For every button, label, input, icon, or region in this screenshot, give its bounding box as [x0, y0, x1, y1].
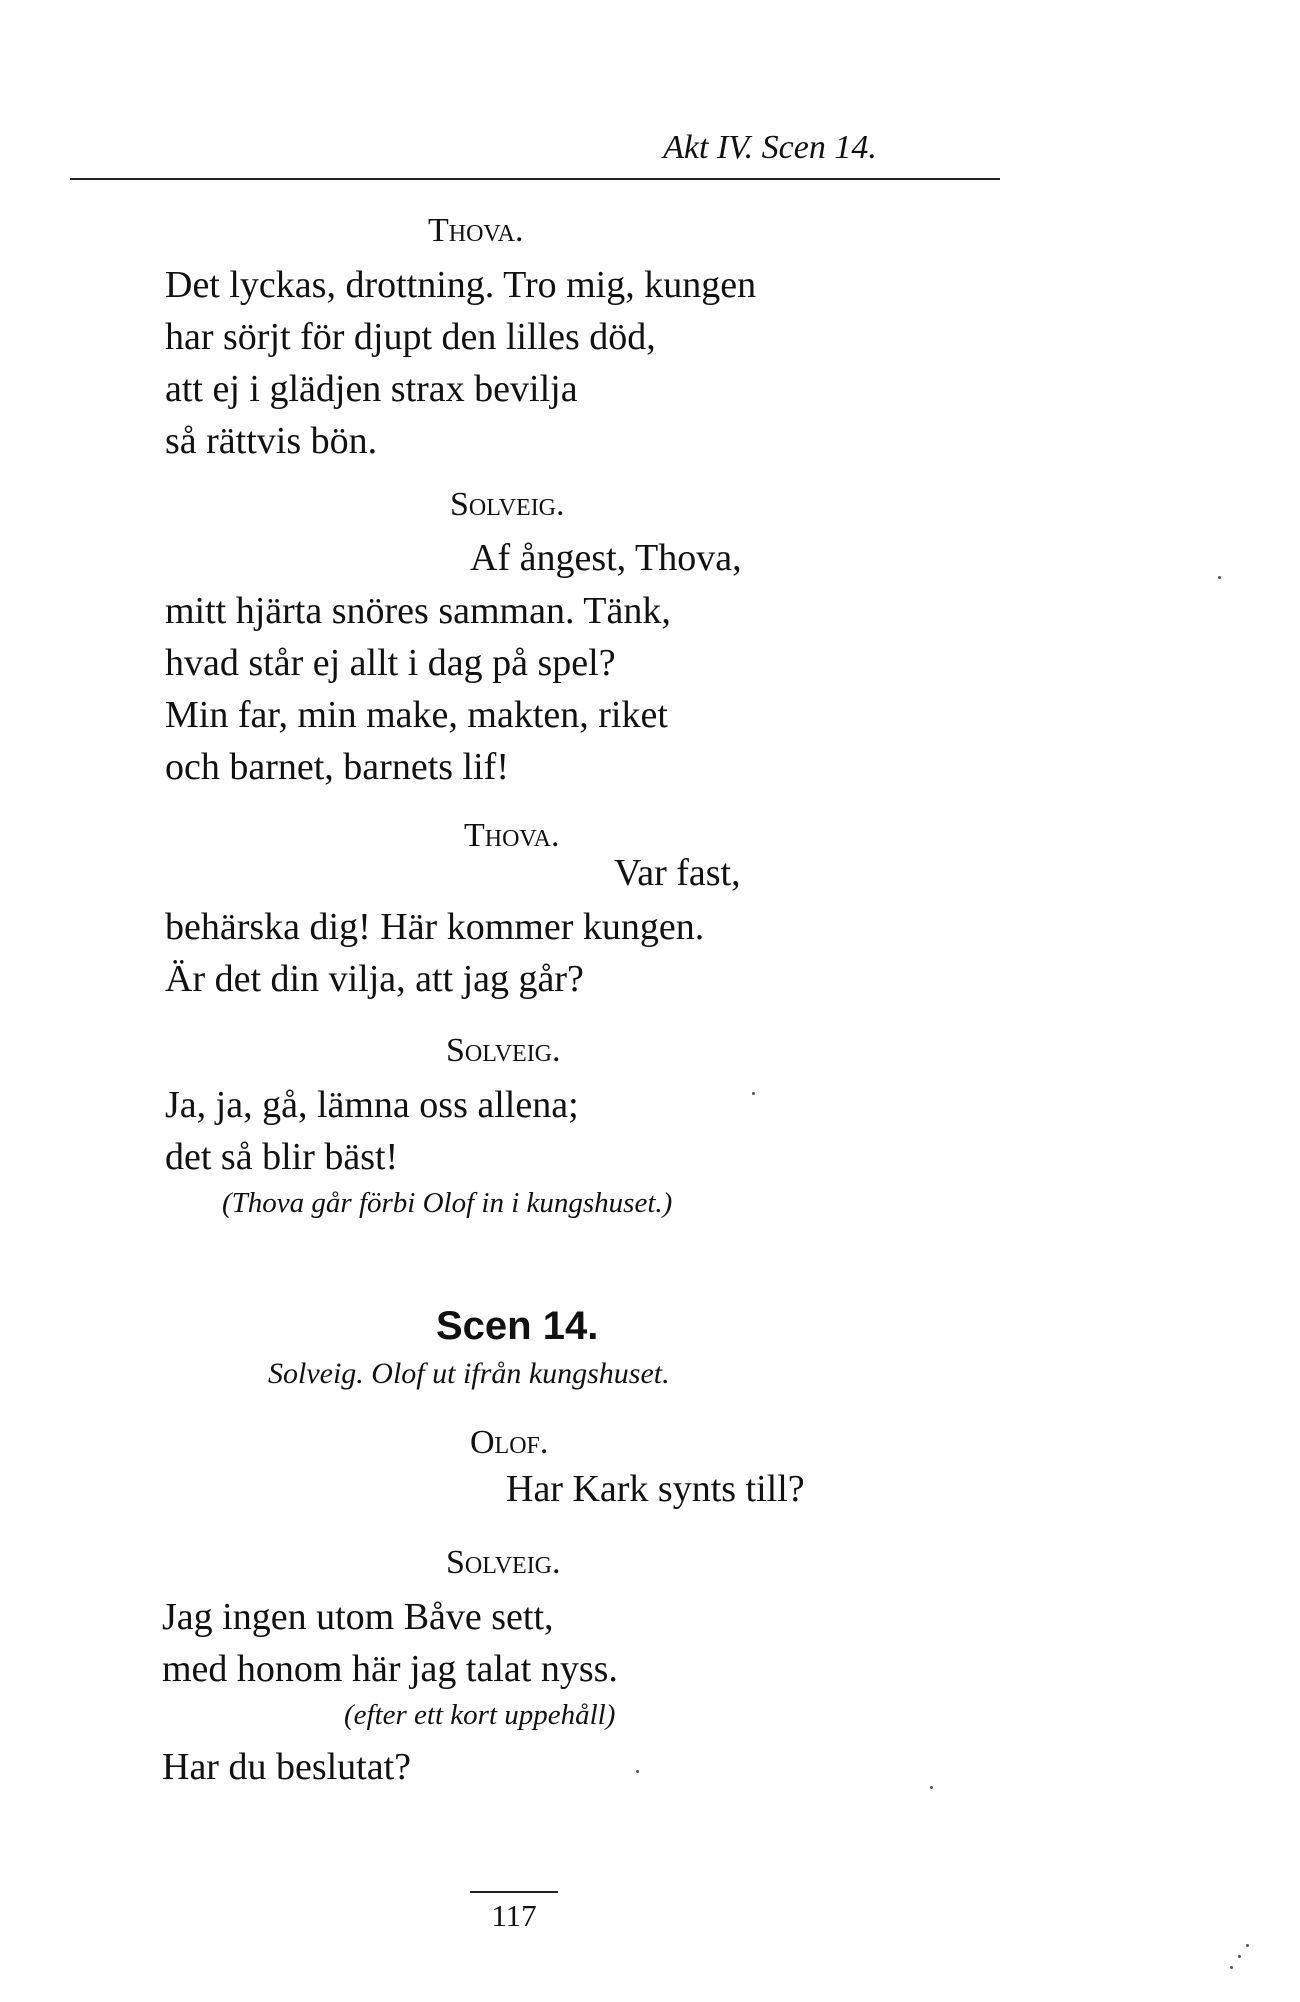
stage-direction: (efter ett kort uppehåll) — [344, 1699, 616, 1731]
scan-speck — [1246, 1944, 1249, 1947]
verse-line: Af ångest, Thova, — [470, 537, 742, 579]
speaker-name: Solveig. — [450, 486, 565, 523]
header-rule — [70, 178, 1000, 180]
scene-persons: Solveig. Olof ut ifrån kungshuset. — [268, 1357, 670, 1390]
speaker-name: Thova. — [464, 817, 560, 854]
speaker-name: Solveig. — [446, 1544, 561, 1581]
verse-line: mitt hjärta snöres samman. Tänk, — [165, 590, 671, 632]
verse-line: har sörjt för djupt den lilles död, — [165, 316, 656, 358]
scene-heading: Scen 14. — [436, 1304, 599, 1348]
scan-speck — [752, 1092, 755, 1095]
verse-line: hvad står ej allt i dag på spel? — [165, 642, 616, 684]
verse-line: behärska dig! Här kommer kungen. — [165, 906, 705, 948]
verse-line: Min far, min make, makten, riket — [165, 694, 668, 736]
scan-speck — [930, 1786, 933, 1789]
speaker-name: Solveig. — [446, 1032, 561, 1069]
verse-line: Var fast, — [614, 852, 741, 894]
stage-direction: (Thova går förbi Olof in i kungshuset.) — [222, 1187, 673, 1219]
verse-line: Ja, ja, gå, lämna oss allena; — [165, 1084, 579, 1126]
scan-speck — [636, 1770, 639, 1773]
verse-line: Det lyckas, drottning. Tro mig, kungen — [165, 264, 757, 306]
running-title: Akt IV. Scen 14. — [663, 129, 877, 166]
scan-speck — [1230, 1966, 1233, 1969]
page-number: 117 — [491, 1898, 537, 1933]
verse-line: Har Kark synts till? — [506, 1468, 805, 1510]
verse-line: och barnet, barnets lif! — [165, 746, 509, 788]
scan-speck — [1238, 1955, 1241, 1958]
speaker-name: Thova. — [428, 212, 524, 249]
verse-line: Har du beslutat? — [162, 1746, 412, 1788]
verse-line: att ej i glädjen strax bevilja — [165, 368, 578, 410]
speaker-name: Olof. — [470, 1424, 549, 1461]
folio-rule — [470, 1891, 558, 1893]
verse-line: så rättvis bön. — [165, 420, 378, 462]
verse-line: det så blir bäst! — [165, 1136, 399, 1178]
scan-speck — [1218, 576, 1221, 579]
verse-line: med honom här jag talat nyss. — [162, 1648, 618, 1690]
verse-line: Är det din vilja, att jag går? — [165, 958, 584, 1000]
running-header — [0, 128, 1300, 168]
verse-line: Jag ingen utom Båve sett, — [162, 1596, 554, 1638]
